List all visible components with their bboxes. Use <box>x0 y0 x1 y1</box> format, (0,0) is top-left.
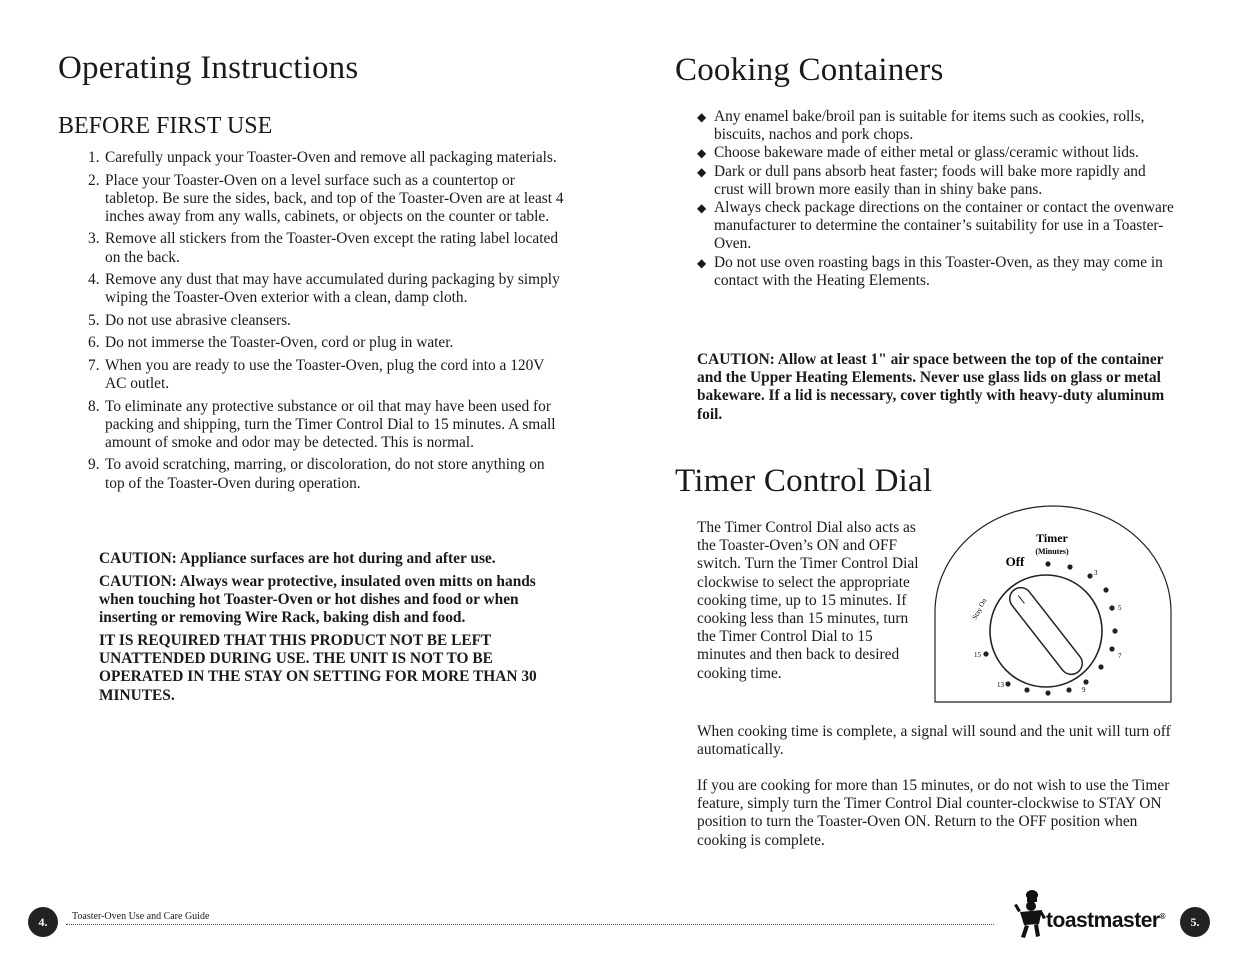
toastmaster-chef-logo-icon <box>1012 888 1048 940</box>
list-item: 1. Carefully unpack your Toaster-Oven and remove all packaging materials. <box>88 149 557 166</box>
timer-description: The Timer Control Dial also acts as the Toaster-Oven’s ON and OFF switch. Turn the Timer Control Dial clockwise to select the appropriate cooking time, up to 15 minutes. If cooking less than 15 minutes, turn the Timer Control Dial to 15 minutes and then back to desired cooking time. <box>697 519 919 682</box>
section-heading-before-first-use: BEFORE FIRST USE <box>58 113 273 139</box>
containers-caution: CAUTION: Allow at least 1" air space between the top of the container and the Upper Heating Elements. Never use glass lids on glass or metal bakeware. If a lid is necessary, cover tightly with heavy-duty aluminum foil. <box>697 351 1165 423</box>
list-item: ◆ Any enamel bake/broil pan is suitable for items such as cookies, rolls, biscuits, nachos and pork chops. <box>697 108 1145 144</box>
list-item: ◆ Do not use oven roasting bags in this Toaster-Oven, as they may come in contact with the Heating Elements. <box>697 253 1163 289</box>
dial-mark-7: 7 <box>1118 652 1122 660</box>
container-tips-list <box>697 108 1177 290</box>
dial-stay-on-label: Stay On <box>970 597 989 621</box>
list-item: 4. Remove any dust that may have accumulated during packaging by simply wiping the Toaster-Oven exterior with a clean, damp cloth. <box>88 271 560 307</box>
list-item: 9. To avoid scratching, marring, or discoloration, do not store anything on top of the Toaster-Oven during operation. <box>88 456 545 492</box>
instruction-steps <box>88 149 564 497</box>
dial-mark-13: 13 <box>997 681 1004 689</box>
footer-divider <box>66 924 994 925</box>
caution-unattended: IT IS REQUIRED THAT THIS PRODUCT NOT BE LEFT UNATTENDED DURING USE. THE UNIT IS NOT TO BE OPERATED IN THE STAY ON SETTING FOR MORE THAN 30 MINUTES. <box>99 632 537 704</box>
dial-mark-5: 5 <box>1118 604 1122 612</box>
diamond-bullet-icon: ◆ <box>697 255 707 270</box>
page-title-operating: Operating Instructions <box>58 50 359 86</box>
caution-oven-mitts: CAUTION: Always wear protective, insulated oven mitts on hands when touching hot Toaster-Oven or hot dishes and food or when inserting or removing Wire Rack, baking dish and food. <box>99 572 536 627</box>
timer-stay-on-text: If you are cooking for more than 15 minutes, or do not wish to use the Timer feature, simply turn the Timer Control Dial counter-clockwise to STAY ON position to turn the Toaster-Oven ON. Return to the OFF position when cooking is complete. <box>697 777 1170 849</box>
timer-complete-text: When cooking time is complete, a signal will sound and the unit will turn off automatically. <box>697 723 1171 759</box>
list-item: 5. Do not use abrasive cleansers. <box>88 311 291 329</box>
dial-mark-9: 9 <box>1082 686 1086 694</box>
list-item: 8. To eliminate any protective substance or oil that may have been used for packing and shipping, turn the Timer Control Dial to 15 minutes. A small amount of smoke and odor may be detected. This is normal. <box>88 397 556 451</box>
list-item: 3. Remove all stickers from the Toaster-Oven except the rating label located on the back. <box>88 230 559 266</box>
dial-off-label: Off <box>1005 554 1025 569</box>
list-item: 7. When you are ready to use the Toaster-Oven, plug the cord into a 120V AC outlet. <box>88 356 545 393</box>
list-item: ◆ Always check package directions on the container or contact the ovenware manufacturer to determine the container’s suitability for use in a Toaster-Oven. <box>697 199 1174 253</box>
list-item: ◆ Dark or dull pans absorb heat faster; foods will bake more rapidly and crust will brown more easily than in shiny bake pans. <box>697 162 1146 198</box>
list-item: 2. Place your Toaster-Oven on a level surface such as a countertop or tabletop. Be sure the sides, back, and top of the Toaster-Oven are at least 4 inches away from any walls, cabinets, or objects on the counter or table. <box>88 171 564 225</box>
list-item: ◆ Choose bakeware made of either metal or glass/ceramic without lids. <box>697 144 1139 162</box>
page-number-left: 4. <box>28 907 58 937</box>
dial-timer-label: Timer <box>1036 531 1068 545</box>
caution-block <box>99 550 559 709</box>
dial-mark-15: 15 <box>974 651 981 659</box>
diamond-bullet-icon: ◆ <box>697 110 707 124</box>
diamond-bullet-icon: ◆ <box>697 146 707 161</box>
footer-guide-title: Toaster-Oven Use and Care Guide <box>72 911 210 922</box>
list-item: 6. Do not immerse the Toaster-Oven, cord or plug in water. <box>88 334 454 352</box>
page-number-right: 5. <box>1180 907 1210 937</box>
toastmaster-logo: toastmaster® <box>1046 909 1165 932</box>
diamond-bullet-icon: ◆ <box>697 201 707 216</box>
diamond-bullet-icon: ◆ <box>697 164 707 179</box>
dial-minutes-label: (Minutes) <box>1035 547 1069 556</box>
page-title-timer-control-dial: Timer Control Dial <box>675 463 933 499</box>
dial-mark-3: 3 <box>1094 569 1098 577</box>
timer-dial-illustration <box>930 502 1176 708</box>
page-title-cooking-containers: Cooking Containers <box>675 52 944 88</box>
caution-hot-surfaces: CAUTION: Appliance surfaces are hot during and after use. <box>99 550 496 567</box>
